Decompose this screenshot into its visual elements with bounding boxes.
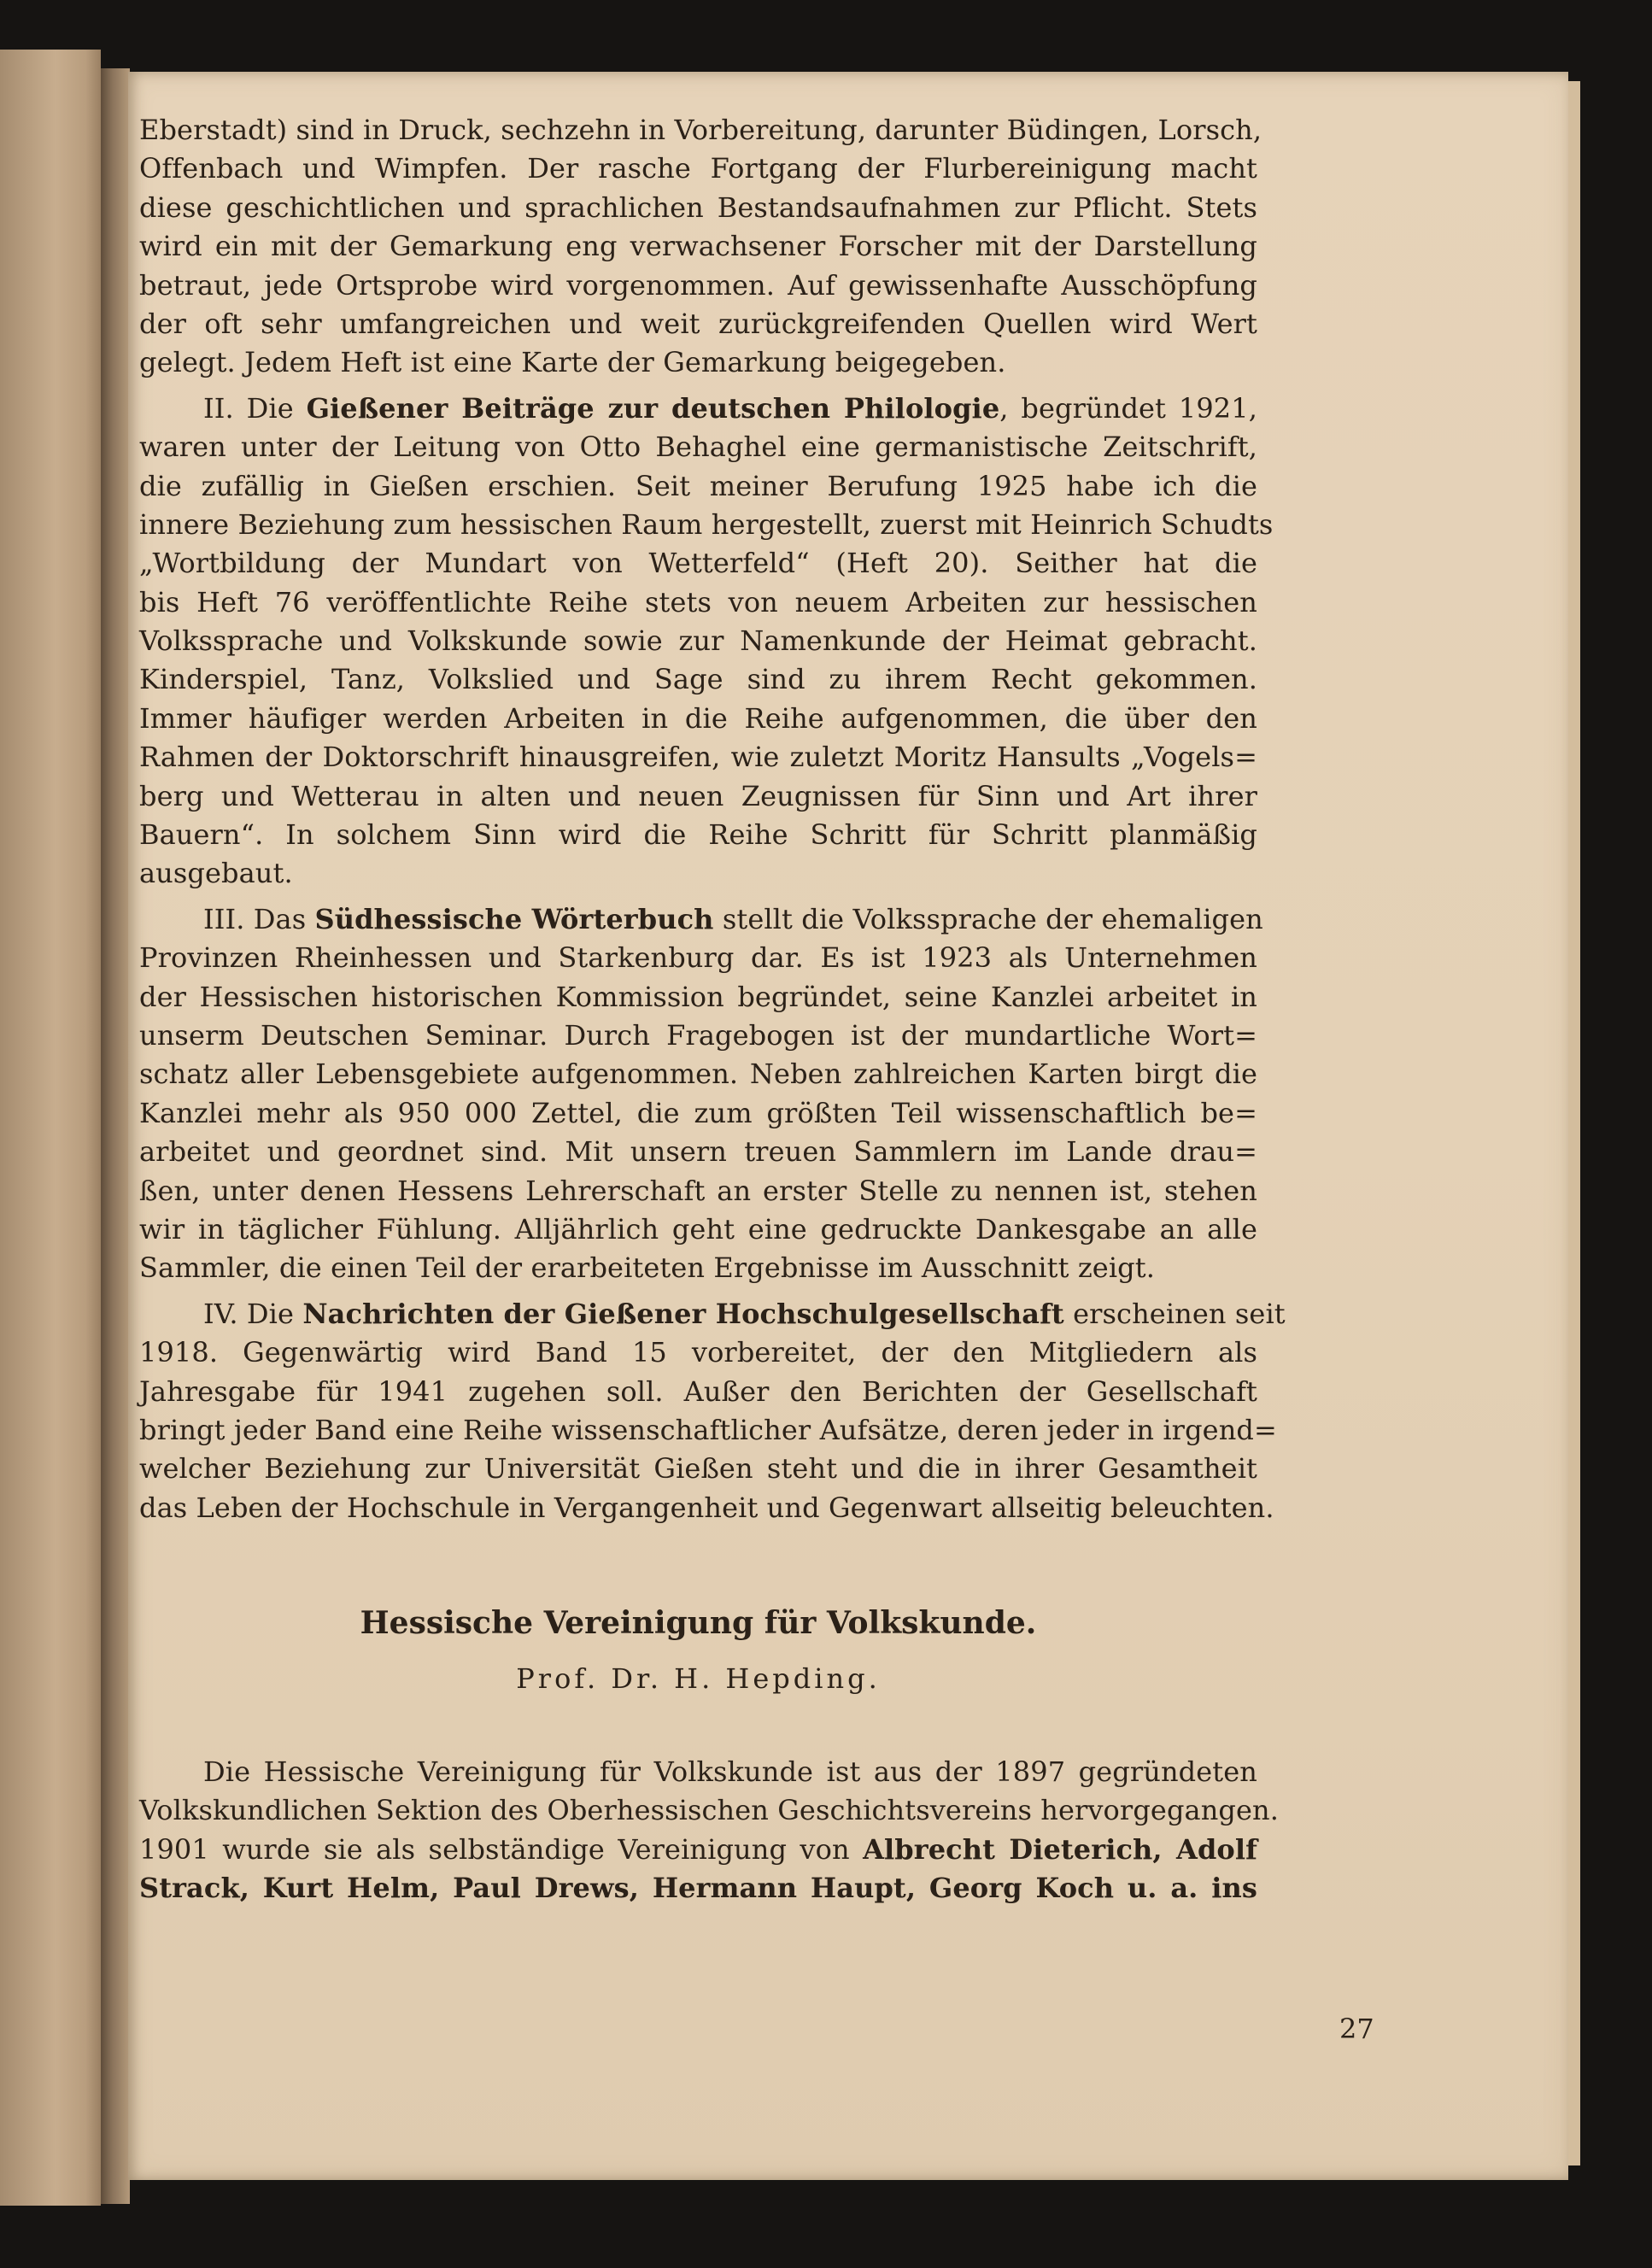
text-run: , begründet 1921, xyxy=(999,391,1257,425)
book-gutter xyxy=(101,68,130,2204)
text-line: Bauern“. In solchem Sinn wird die Reihe Schritt für Schritt planmäßig xyxy=(139,818,1257,852)
text-run: II. Die xyxy=(203,391,307,425)
text-line: Kanzlei mehr als 950 000 Zettel, die zum größten Teil wissenschaftlich be= xyxy=(139,1096,1257,1129)
section-text xyxy=(139,1753,1280,1908)
text-line: bringt jeder Band eine Reihe wissenschaftlicher Aufsätze, deren jeder in irgend= xyxy=(139,1413,1277,1446)
text-line: Sammler, die einen Teil der erarbeiteten Ergebnisse im Ausschnitt zeigt. xyxy=(139,1251,1155,1285)
text-line: berg und Wetterau in alten und neuen Zeugnissen für Sinn und Art ihrer xyxy=(139,779,1257,812)
text-line: der oft sehr umfangreichen und weit zurückgreifenden Quellen wird Wert xyxy=(139,307,1257,340)
text-line: Volkssprache und Volkskunde sowie zur Namenkunde der Heimat gebracht. xyxy=(139,624,1257,658)
text-run: 1901 wurde sie als selbständige Vereinigung von xyxy=(139,1832,864,1866)
text-line: Eberstadt) sind in Druck, sechzehn in Vorbereitung, darunter Büdingen, Lorsch, xyxy=(139,114,1262,146)
text-line: Offenbach und Wimpfen. Der rasche Fortgang der Flurbereinigung macht xyxy=(139,152,1257,185)
text-line xyxy=(139,1295,1286,1333)
bold-title: Albrecht Dieterich, Adolf xyxy=(863,1832,1257,1866)
text-line: die zufällig in Gießen erschien. Seit meiner Berufung 1925 habe ich die xyxy=(139,469,1257,502)
page-text xyxy=(139,111,1286,1908)
text-line xyxy=(139,390,1257,428)
text-line: Immer häufiger werden Arbeiten in die Reihe aufgenommen, die über den xyxy=(139,701,1257,735)
page-edge xyxy=(1568,81,1580,2165)
section-author: Prof. Dr. H. Hepding. xyxy=(516,1662,881,1696)
bold-title: Südhessische Wörterbuch xyxy=(314,902,714,935)
text-line: ßen, unter denen Hessens Lehrerschaft an erster Stelle zu nennen ist, stehen xyxy=(139,1174,1257,1207)
bold-title: Nachrichten der Gießener Hochschulgesellschaft xyxy=(302,1297,1064,1330)
text-line: Kinderspiel, Tanz, Volkslied und Sage sind zu ihrem Recht gekommen. xyxy=(139,663,1257,696)
text-line: gelegt. Jedem Heft ist eine Karte der Gemarkung beigegeben. xyxy=(139,346,1006,379)
section-heading: Hessische Vereinigung für Volkskunde. xyxy=(360,1605,1037,1642)
text-line: betraut, jede Ortsprobe wird vorgenommen. Auf gewissenhafte Ausschöpfung xyxy=(139,268,1257,302)
left-page-edge xyxy=(0,50,101,2206)
text-line: ausgebaut. xyxy=(139,857,293,890)
text-run: erscheinen seit xyxy=(1063,1297,1286,1330)
text-line: wird ein mit der Gemarkung eng verwachsener Forscher mit der Darstellung xyxy=(139,230,1257,263)
text-line xyxy=(139,1869,1257,1908)
text-line: Volkskundlichen Sektion des Oberhessischen Geschichtsvereins hervorgegangen. xyxy=(139,1794,1280,1827)
text-line: Jahresgabe für 1941 zugehen soll. Außer den Berichten der Gesellschaft xyxy=(139,1374,1257,1408)
text-line xyxy=(139,900,1263,939)
text-line: „Wortbildung der Mundart von Wetterfeld“ (Heft 20). Seither hat die xyxy=(139,547,1257,580)
page-number: 27 xyxy=(1339,2013,1374,2045)
text-line: wir in täglicher Fühlung. Alljährlich geht eine gedruckte Dankesgabe an alle xyxy=(139,1212,1257,1245)
text-line: Die Hessische Vereinigung für Volkskunde ist aus der 1897 gegründeten xyxy=(203,1755,1257,1789)
text-line: waren unter der Leitung von Otto Behaghel eine germanistische Zeitschrift, xyxy=(139,431,1257,464)
text-run: IV. Die xyxy=(203,1297,303,1330)
text-line: 1918. Gegenwärtig wird Band 15 vorbereitet, der den Mitgliedern als xyxy=(139,1336,1257,1369)
text-run: stellt die Volkssprache der ehemaligen xyxy=(713,902,1263,935)
text-line: unserm Deutschen Seminar. Durch Fragebogen ist der mundartliche Wort= xyxy=(139,1018,1257,1052)
text-line: der Hessischen historischen Kommission begründet, seine Kanzlei arbeitet in xyxy=(139,980,1257,1013)
text-line: Provinzen Rheinhessen und Starkenburg dar. Es ist 1923 als Unternehmen xyxy=(139,941,1257,975)
text-line: innere Beziehung zum hessischen Raum hergestellt, zuerst mit Heinrich Schudts xyxy=(139,507,1274,541)
bold-title: Strack, Kurt Helm, Paul Drews, Hermann Haupt, Georg Koch u. a. ins xyxy=(139,1872,1257,1905)
text-line: welcher Beziehung zur Universität Gießen steht und die in ihrer Gesamtheit xyxy=(139,1452,1257,1486)
bold-title: Gießener Beiträge zur deutschen Philologie xyxy=(306,391,1000,425)
text-line xyxy=(139,1831,1257,1869)
text-line: arbeitet und geordnet sind. Mit unsern treuen Sammlern im Lande drau= xyxy=(139,1135,1257,1169)
text-line: bis Heft 76 veröffentlichte Reihe stets von neuem Arbeiten zur hessischen xyxy=(139,585,1257,618)
body-text xyxy=(139,111,1286,1527)
text-line: schatz aller Lebensgebiete aufgenommen. Neben zahlreichen Karten birgt die xyxy=(139,1058,1257,1091)
text-run: III. Das xyxy=(203,902,315,935)
text-line: Rahmen der Doktorschrift hinausgreifen, wie zuletzt Moritz Hansults „Vogels= xyxy=(139,741,1257,774)
text-line: diese geschichtlichen und sprachlichen Bestandsaufnahmen zur Pflicht. Stets xyxy=(139,190,1257,224)
text-line: das Leben der Hochschule in Vergangenheit und Gegenwart allseitig beleuchten. xyxy=(139,1491,1274,1524)
